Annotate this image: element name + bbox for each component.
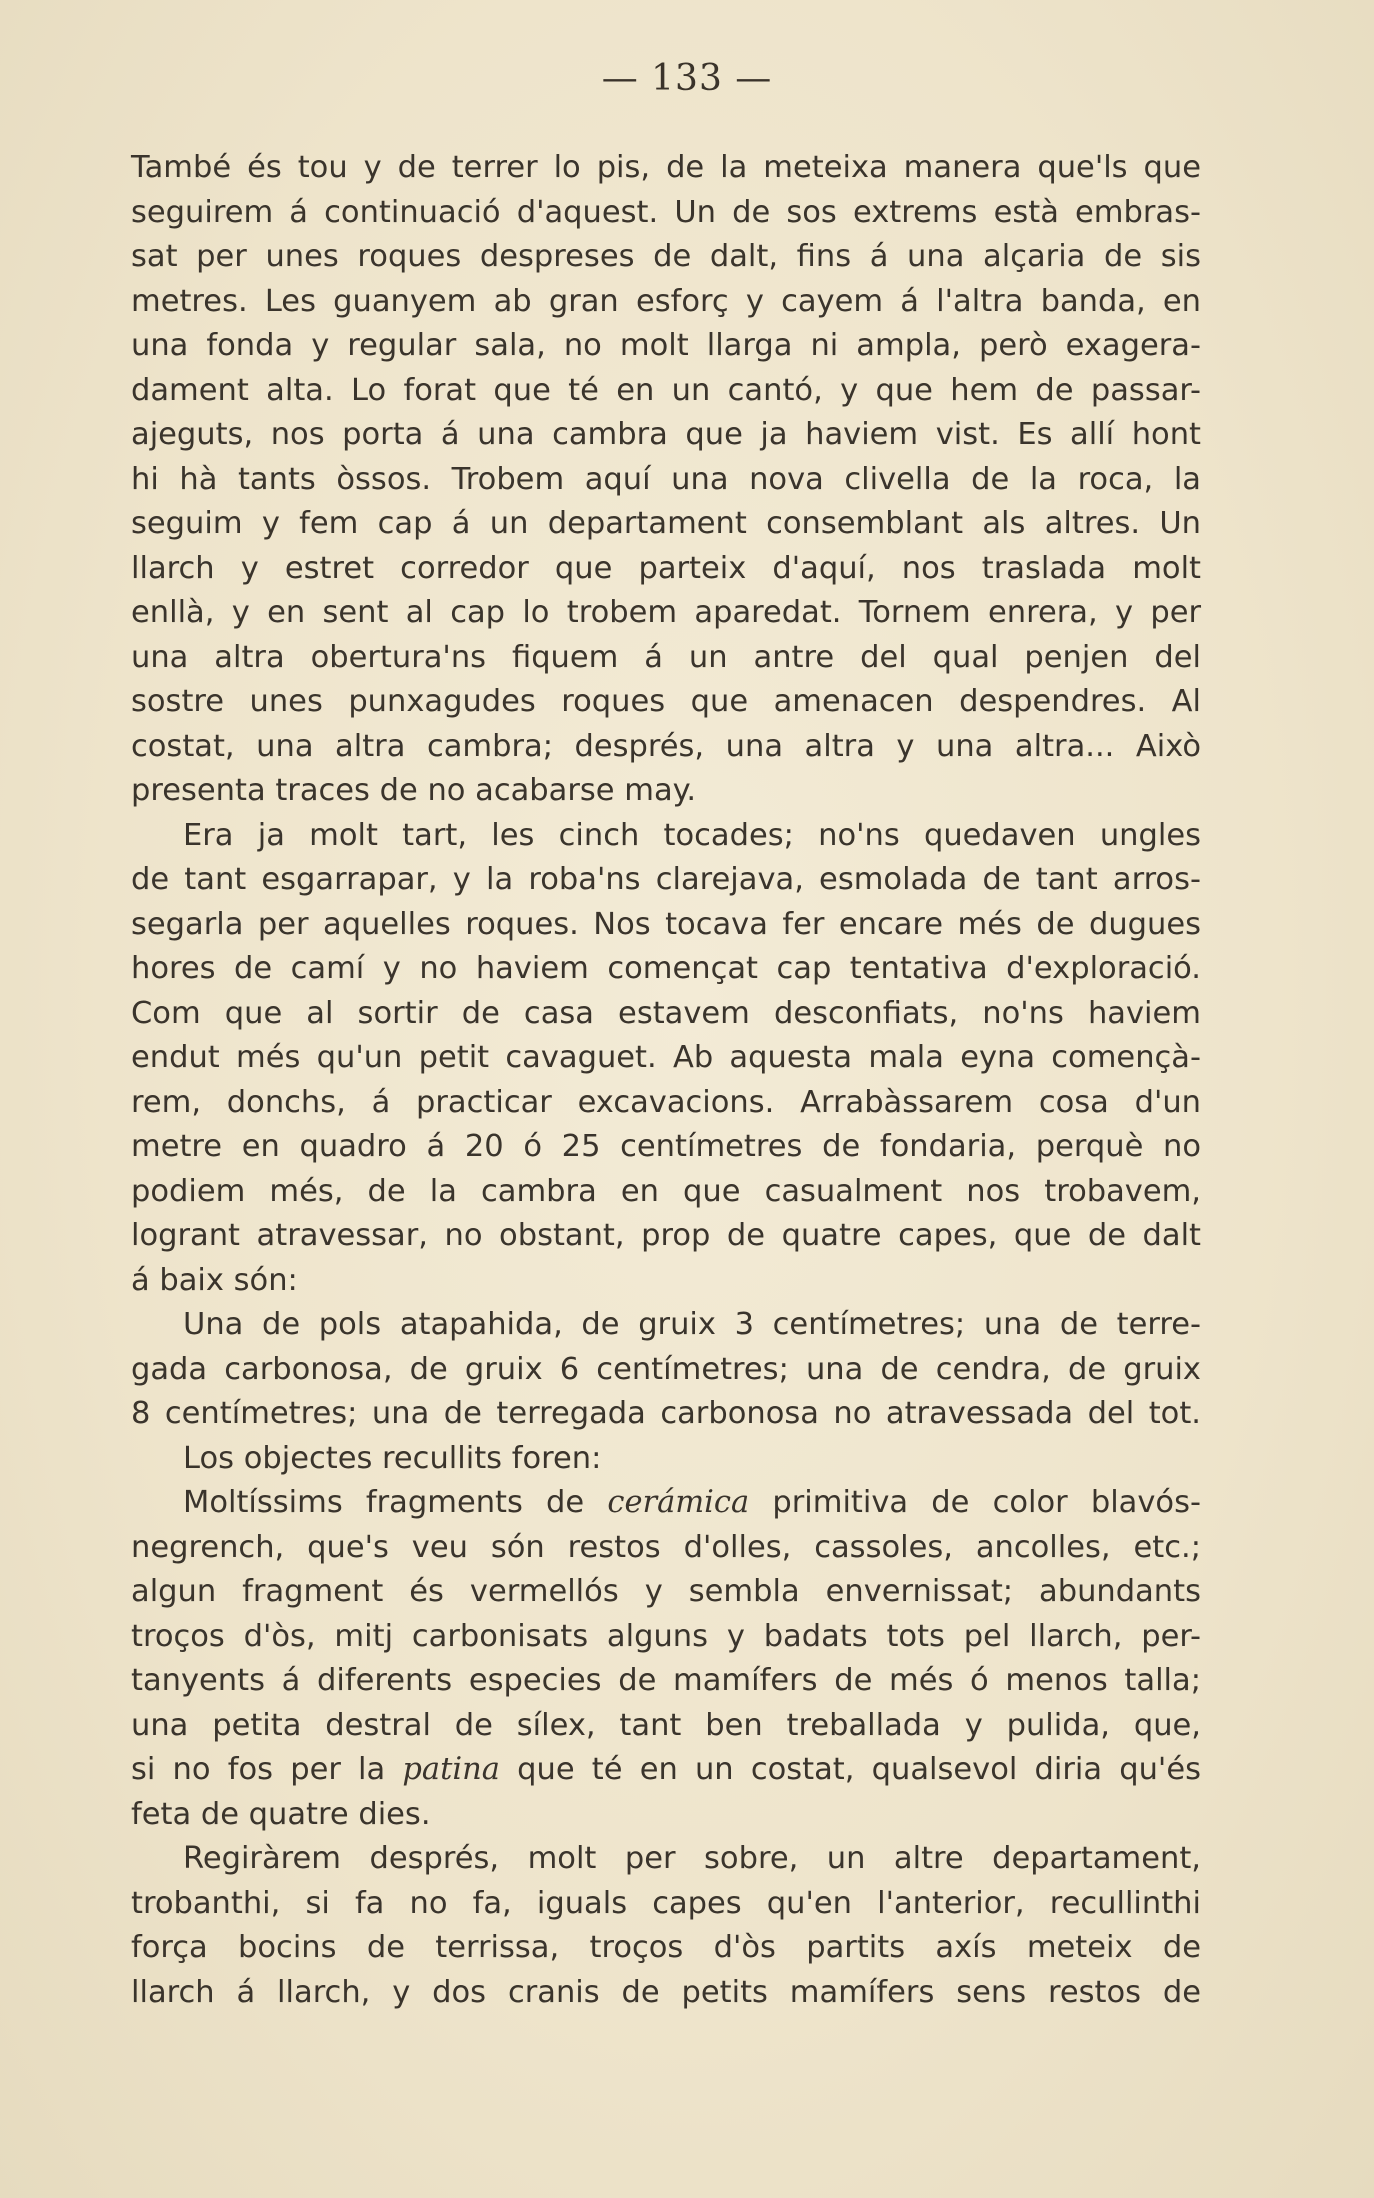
text-line: llarch á llarch, y dos cranis de petits mamífers sens restos de: [131, 1974, 1201, 2010]
text-line: feta de quatre dies.: [131, 1796, 431, 1832]
paragraph-start-line: Era ja molt tart, les cinch tocades; no'ns quedaven ungles: [183, 817, 1201, 853]
text-line: podiem més, de la cambra en que casualment nos trobavem,: [131, 1173, 1201, 1209]
text-line: seguim y fem cap á un departament consemblant als altres. Un: [131, 506, 1201, 541]
text-line: trobanthi, si fa no fa, iguals capes qu'en l'anterior, recullinthi: [131, 1885, 1201, 1921]
text-line: una altra obertura'ns fiquem á un antre del qual penjen del: [131, 639, 1201, 675]
text-line: hi hà tants òssos. Trobem aquí una nova clivella de la roca, la: [131, 461, 1201, 497]
text-line: [131, 1748, 1201, 1793]
text-line: algun fragment és vermellós y sembla envernissat; abundants: [131, 1574, 1201, 1609]
text-line: dament alta. Lo forat que té en un cantó, y que hem de passar-: [131, 372, 1201, 408]
text-line: força bocins de terrissa, troços d'òs partits axís meteix de: [131, 1930, 1201, 1965]
page-number: — 133 —: [601, 58, 773, 99]
text-line: llarch y estret corredor que parteix d'aquí, nos traslada molt: [131, 550, 1201, 586]
text-line: Com que al sortir de casa estavem desconfiats, no'ns haviem: [131, 995, 1201, 1031]
text-line: logrant atravessar, no obstant, prop de quatre capes, que de dalt: [131, 1218, 1201, 1253]
text-line: rem, donchs, á practicar excavacions. Arrabàssarem cosa d'un: [131, 1084, 1201, 1120]
text-line: una petita destral de sílex, tant ben treballada y pulida, que,: [131, 1707, 1201, 1743]
paragraph-start-line: Una de pols atapahida, de gruix 3 centímetres; una de terre-: [183, 1307, 1201, 1342]
text-line: enllà, y en sent al cap lo trobem aparedat. Tornem enrera, y per: [131, 595, 1201, 630]
text-line: de tant esgarrapar, y la roba'ns clarejava, esmolada de tant arros-: [131, 862, 1201, 897]
paragraph-start-line: Los objectes recullits foren:: [183, 1440, 602, 1476]
text-line: sostre unes punxagudes roques que amenacen despendres. Al: [131, 684, 1201, 719]
text-line: sat per unes roques despreses de dalt, fins á una alçaria de sis: [131, 239, 1201, 274]
body-text: [131, 146, 1201, 2015]
text-segment: si no fos per la: [131, 1752, 386, 1787]
text-line: troços d'òs, mitj carbonisats alguns y badats tots pel llarch, per-: [131, 1618, 1201, 1654]
italic-term: cerámica: [607, 1485, 750, 1520]
paragraph-start-line: Regiràrem després, molt per sobre, un altre departament,: [183, 1841, 1201, 1876]
italic-term: patina: [402, 1752, 500, 1787]
text-line: segarla per aquelles roques. Nos tocava fer encare més de dugues: [131, 906, 1201, 942]
text-line: una fonda y regular sala, no molt llarga ni ampla, però exagera-: [131, 328, 1201, 363]
text-segment: primitiva de color blavós-: [772, 1485, 1201, 1520]
text-line: costat, una altra cambra; després, una altra y una altra... Això: [131, 728, 1201, 764]
text-line: ajeguts, nos porta á una cambra que ja haviem vist. Es allí hont: [131, 417, 1201, 452]
text-line: negrench, que's veu són restos d'olles, cassoles, ancolles, etc.;: [131, 1529, 1201, 1565]
text-line: gada carbonosa, de gruix 6 centímetres; una de cendra, de gruix: [131, 1351, 1201, 1387]
text-line: tanyents á diferents especies de mamífers de més ó menos talla;: [131, 1663, 1201, 1698]
text-line: metres. Les guanyem ab gran esforç y cayem á l'altra banda, en: [131, 283, 1201, 319]
text-line: presenta traces de no acabarse may.: [131, 773, 697, 808]
text-line: 8 centímetres; una de terregada carbonosa no atravessada del tot.: [131, 1396, 1201, 1431]
text-segment: Moltíssims fragments de: [183, 1485, 585, 1520]
text-line: á baix són:: [131, 1262, 298, 1298]
text-line: seguirem á continuació d'aquest. Un de sos extrems està embras-: [131, 194, 1201, 230]
paragraph-start-line: [131, 1481, 1201, 1526]
text-line: hores de camí y no haviem començat cap tentativa d'exploració.: [131, 951, 1201, 986]
text-segment: que té en un costat, qualsevol diria qu'és: [517, 1752, 1201, 1787]
text-line: També és tou y de terrer lo pis, de la meteixa manera que'ls que: [131, 150, 1201, 185]
text-line: endut més qu'un petit cavaguet. Ab aquesta mala eyna començà-: [131, 1040, 1201, 1075]
text-line: metre en quadro á 20 ó 25 centímetres de fondaria, perquè no: [131, 1129, 1201, 1164]
